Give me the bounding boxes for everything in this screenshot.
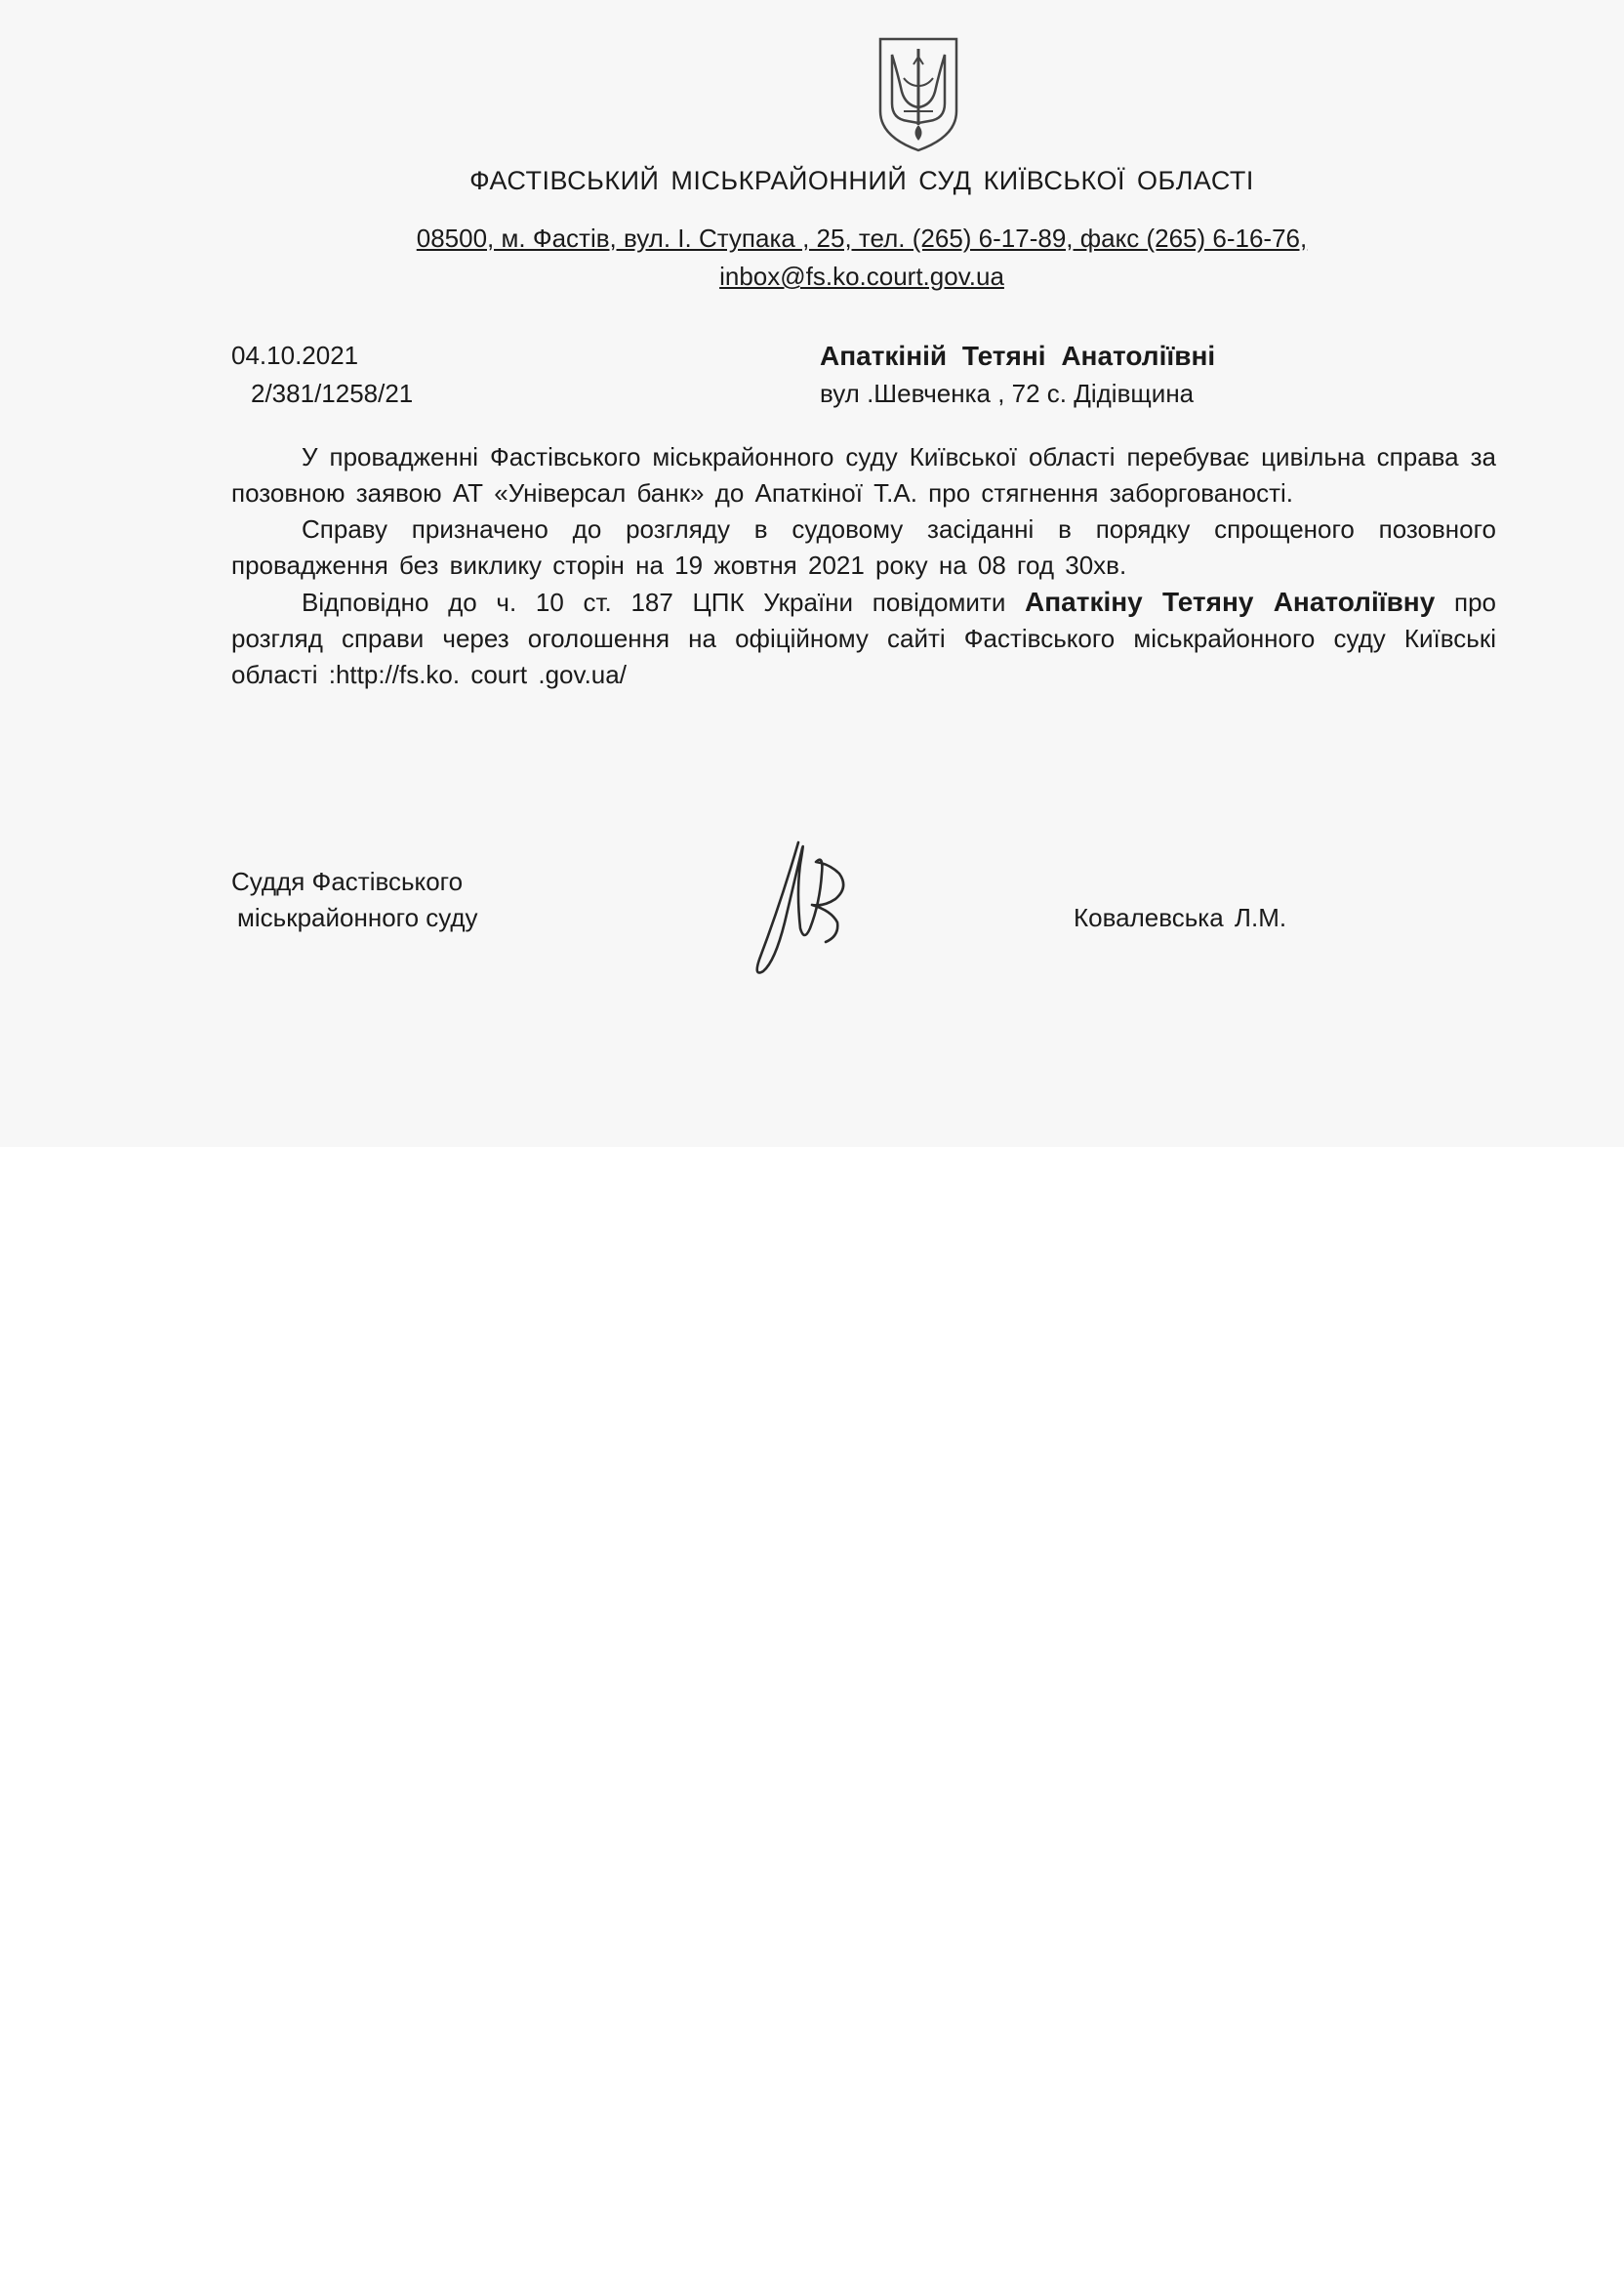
paragraph-3-start: Відповідно до ч. 10 ст. 187 ЦПК України повідомити: [302, 588, 1026, 617]
signer-title: [231, 864, 478, 936]
paragraph-3-end: про розгляд справи через оголошення на офіційному сайті Фастівського міськрайонного суду Київські області :http://fs.ko. court .gov.ua/: [231, 588, 1496, 689]
body-paragraph-1: У провадженні Фастівського міськрайонного суду Київської області перебуває цивільна справа за позовною заявою АТ «Універсал банк» до Апаткіної Т.А. про стягнення заборгованості.: [231, 442, 1496, 508]
document-date: 04.10.2021: [231, 341, 359, 370]
recipient-name: Апаткіній Тетяні Анатоліївні: [820, 341, 1216, 371]
case-number: 2/381/1258/21: [251, 379, 414, 408]
document-meta: [231, 337, 413, 413]
recipient-address: вул .Шевченка , 72 с. Дідівщина: [820, 379, 1195, 408]
notice-body: [231, 439, 1496, 693]
notified-person-name: Апаткіну Тетяну Анатоліївну: [1025, 587, 1436, 617]
handwritten-signature-icon: [742, 835, 869, 981]
body-paragraph-2: Справу призначено до розгляду в судовому засіданні в порядку спрощеного позовного провадження без виклику сторін на 19 жовтня 2021 року на 08 год 30хв.: [231, 514, 1496, 580]
court-name-heading: ФАСТІВСЬКИЙ МІСЬКРАЙОННИЙ СУД КИЇВСЬКОЇ ОБЛАСТІ: [469, 166, 1254, 195]
recipient-block: [820, 337, 1215, 413]
signer-title-line-2: міськрайонного суду: [237, 903, 478, 932]
court-address-block: [0, 220, 1624, 296]
body-paragraph-3: [231, 584, 1496, 693]
signer-title-line-1: Суддя Фастівського: [231, 867, 464, 896]
trident-emblem-icon: [874, 35, 962, 154]
signer-name: Ковалевська Л.М.: [1074, 903, 1287, 932]
court-email-link[interactable]: inbox@fs.ko.court.gov.ua: [719, 262, 1004, 291]
court-address-line: 08500, м. Фастів, вул. І. Ступака , 25, тел. (265) 6-17-89, факс (265) 6-16-76,: [416, 224, 1308, 253]
